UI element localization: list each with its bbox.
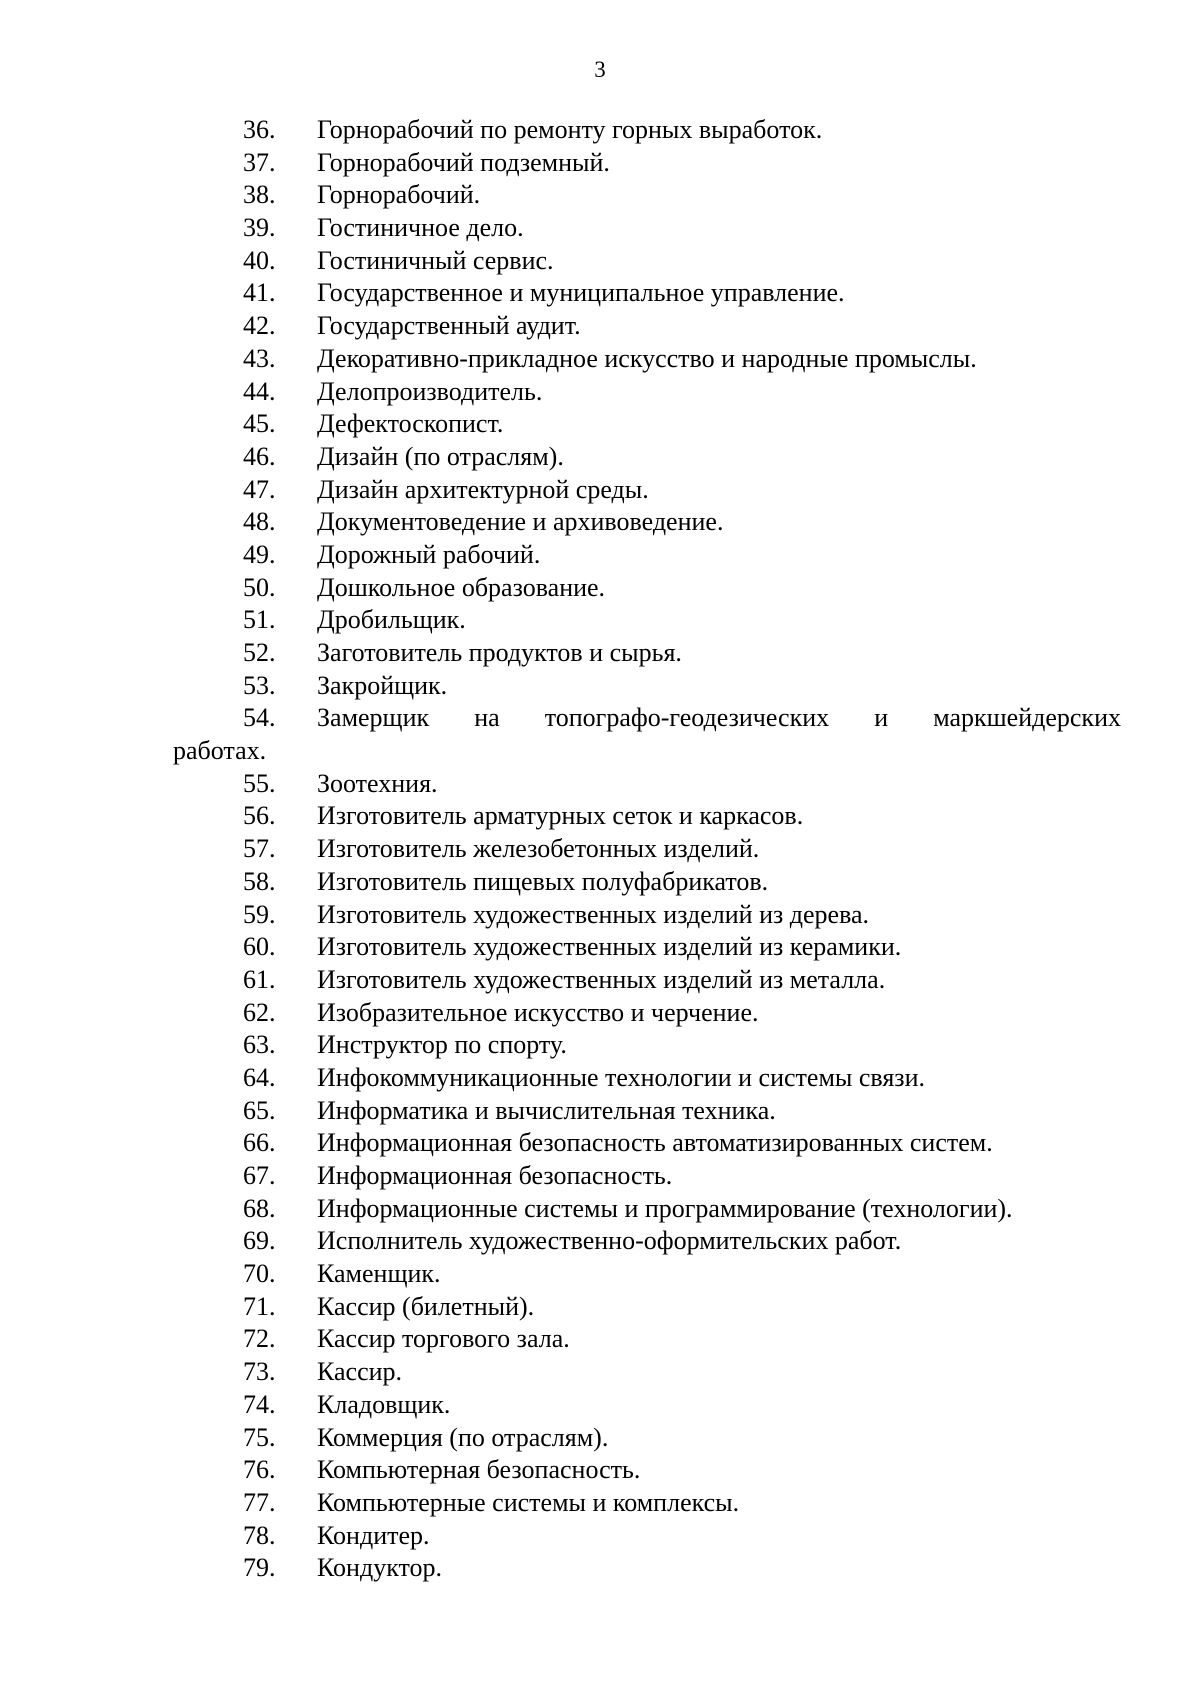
item-number: 66. [243,1128,276,1158]
item-number: 72. [243,1324,276,1354]
list-item [0,899,1200,932]
item-text: Кондитер. [317,1520,430,1550]
item-text: Изобразительное искусство и черчение. [317,997,759,1027]
item-number: 63. [243,1030,276,1060]
list-item [0,800,1200,833]
item-number: 70. [243,1259,276,1289]
item-text: Информатика и вычислительная техника. [317,1095,776,1125]
item-text-continuation: работах. [173,736,267,766]
item-text: Изготовитель железобетонных изделий. [317,834,760,864]
item-text: Информационная безопасность автоматизированных систем. [317,1128,993,1158]
item-text: Изготовитель художественных изделий из дерева. [317,899,870,929]
list-item [0,441,1200,474]
item-text: Государственный аудит. [317,311,581,341]
item-text: Кладовщик. [317,1389,451,1419]
item-number: 79. [243,1553,276,1583]
item-text: Изготовитель арматурных сеток и каркасов. [317,801,804,831]
item-number: 56. [243,801,276,831]
item-number: 68. [243,1193,276,1223]
list-item [0,1520,1200,1553]
item-text: Делопроизводитель. [317,376,543,406]
item-number: 67. [243,1161,276,1191]
list-item [0,572,1200,605]
item-text: Горнорабочий по ремонту горных выработок. [317,115,823,144]
item-number: 71. [243,1291,276,1321]
list-item [0,1389,1200,1422]
item-number: 65. [243,1095,276,1125]
item-text: Дефектоскопист. [317,409,504,439]
list-item [0,768,1200,801]
item-word: на [474,703,500,733]
item-number: 53. [243,670,276,700]
item-text: Закройщик. [317,670,448,700]
item-number: 46. [243,441,276,471]
item-text: Зоотехния. [317,768,438,798]
item-text [317,702,1121,735]
item-text: Изготовитель художественных изделий из керамики. [317,932,902,962]
list-item [0,179,1200,212]
list-item [0,1454,1200,1487]
item-number: 74. [243,1389,276,1419]
list-item [0,1095,1200,1128]
item-number: 73. [243,1357,276,1387]
list-item [0,1127,1200,1160]
item-word: маркшейдерских [933,703,1121,733]
item-text: Инструктор по спорту. [317,1030,567,1060]
list-item [0,1160,1200,1193]
item-number: 49. [243,539,276,569]
list-item [0,1552,1200,1585]
item-number: 52. [243,638,276,667]
item-number: 42. [243,311,276,341]
list-item [0,1225,1200,1258]
list-item [0,997,1200,1030]
item-text: Изготовитель художественных изделий из металла. [317,964,886,994]
item-word: и [874,703,889,733]
item-number: 54. [243,703,276,733]
list-item [0,1356,1200,1389]
item-text: Кассир. [317,1357,403,1387]
list-item [0,702,1200,767]
list-item [0,1291,1200,1324]
item-text: Кассир (билетный). [317,1291,535,1321]
item-text: Инфокоммуникационные технологии и системы связи. [317,1062,925,1092]
item-number: 76. [243,1455,276,1485]
item-text: Горнорабочий. [317,180,481,210]
list-item [0,408,1200,441]
item-text: Компьютерная безопасность. [317,1455,641,1485]
item-number: 40. [243,245,276,275]
item-number: 39. [243,213,276,243]
item-number: 75. [243,1422,276,1452]
list-item [0,376,1200,409]
item-number: 48. [243,507,276,537]
list-item [0,670,1200,703]
list-item [0,277,1200,310]
item-text: Дизайн (по отраслям). [317,441,564,471]
item-text: Дошкольное образование. [317,572,606,602]
item-number: 45. [243,409,276,439]
list-item [0,474,1200,507]
item-number: 69. [243,1226,276,1256]
item-number: 77. [243,1487,276,1517]
item-text: Дробильщик. [317,605,466,635]
list-item [0,539,1200,572]
item-text: Информационные системы и программирование (технологии). [317,1193,1013,1223]
item-number: 37. [243,147,276,177]
item-number: 57. [243,834,276,864]
item-number: 51. [243,605,276,635]
item-text: Кондуктор. [317,1553,442,1583]
item-text: Гостиничный сервис. [317,245,554,275]
item-number: 43. [243,343,276,373]
item-number: 78. [243,1520,276,1550]
item-number: 64. [243,1062,276,1092]
item-text: Государственное и муниципальное управление. [317,278,845,308]
list-item [0,114,1200,147]
item-word: Замерщик [317,703,430,733]
list-item [0,1029,1200,1062]
item-text: Информационная безопасность. [317,1161,673,1191]
list-item [0,637,1200,670]
list-item [0,343,1200,376]
item-text: Исполнитель художественно-оформительских работ. [317,1226,902,1256]
item-text: Декоративно-прикладное искусство и народные промыслы. [317,343,977,373]
list-item [0,604,1200,637]
item-number: 50. [243,572,276,602]
item-text: Изготовитель пищевых полуфабрикатов. [317,866,769,896]
list-item [0,147,1200,180]
list-item [0,1193,1200,1226]
item-number: 59. [243,899,276,929]
item-text: Дорожный рабочий. [317,539,541,569]
list-item [0,964,1200,997]
item-text: Кассир торгового зала. [317,1324,570,1354]
item-text: Компьютерные системы и комплексы. [317,1487,740,1517]
item-number: 55. [243,768,276,798]
list-item [0,1323,1200,1356]
page-number: 3 [594,57,606,82]
list-item [0,310,1200,343]
item-number: 41. [243,278,276,308]
list-item [0,212,1200,245]
item-number: 61. [243,964,276,994]
item-word: топографо-геодезических [544,703,830,733]
item-number: 47. [243,474,276,504]
profession-list [0,114,1200,1585]
item-text: Гостиничное дело. [317,213,524,243]
list-item [0,506,1200,539]
item-text: Коммерция (по отраслям). [317,1422,609,1452]
item-number: 58. [243,866,276,896]
item-number: 44. [243,376,276,406]
list-item [0,1487,1200,1520]
list-item [0,1258,1200,1291]
item-number: 62. [243,997,276,1027]
list-item [0,245,1200,278]
item-text: Каменщик. [317,1259,441,1289]
list-item [0,833,1200,866]
item-number: 38. [243,180,276,210]
item-number: 60. [243,932,276,962]
item-text: Заготовитель продуктов и сырья. [317,638,682,667]
list-item [0,1422,1200,1455]
item-text: Горнорабочий подземный. [317,147,610,177]
list-item [0,866,1200,899]
list-item [0,931,1200,964]
item-text: Дизайн архитектурной среды. [317,474,649,504]
list-item [0,1062,1200,1095]
item-number: 36. [243,115,276,144]
item-text: Документоведение и архивоведение. [317,507,724,537]
